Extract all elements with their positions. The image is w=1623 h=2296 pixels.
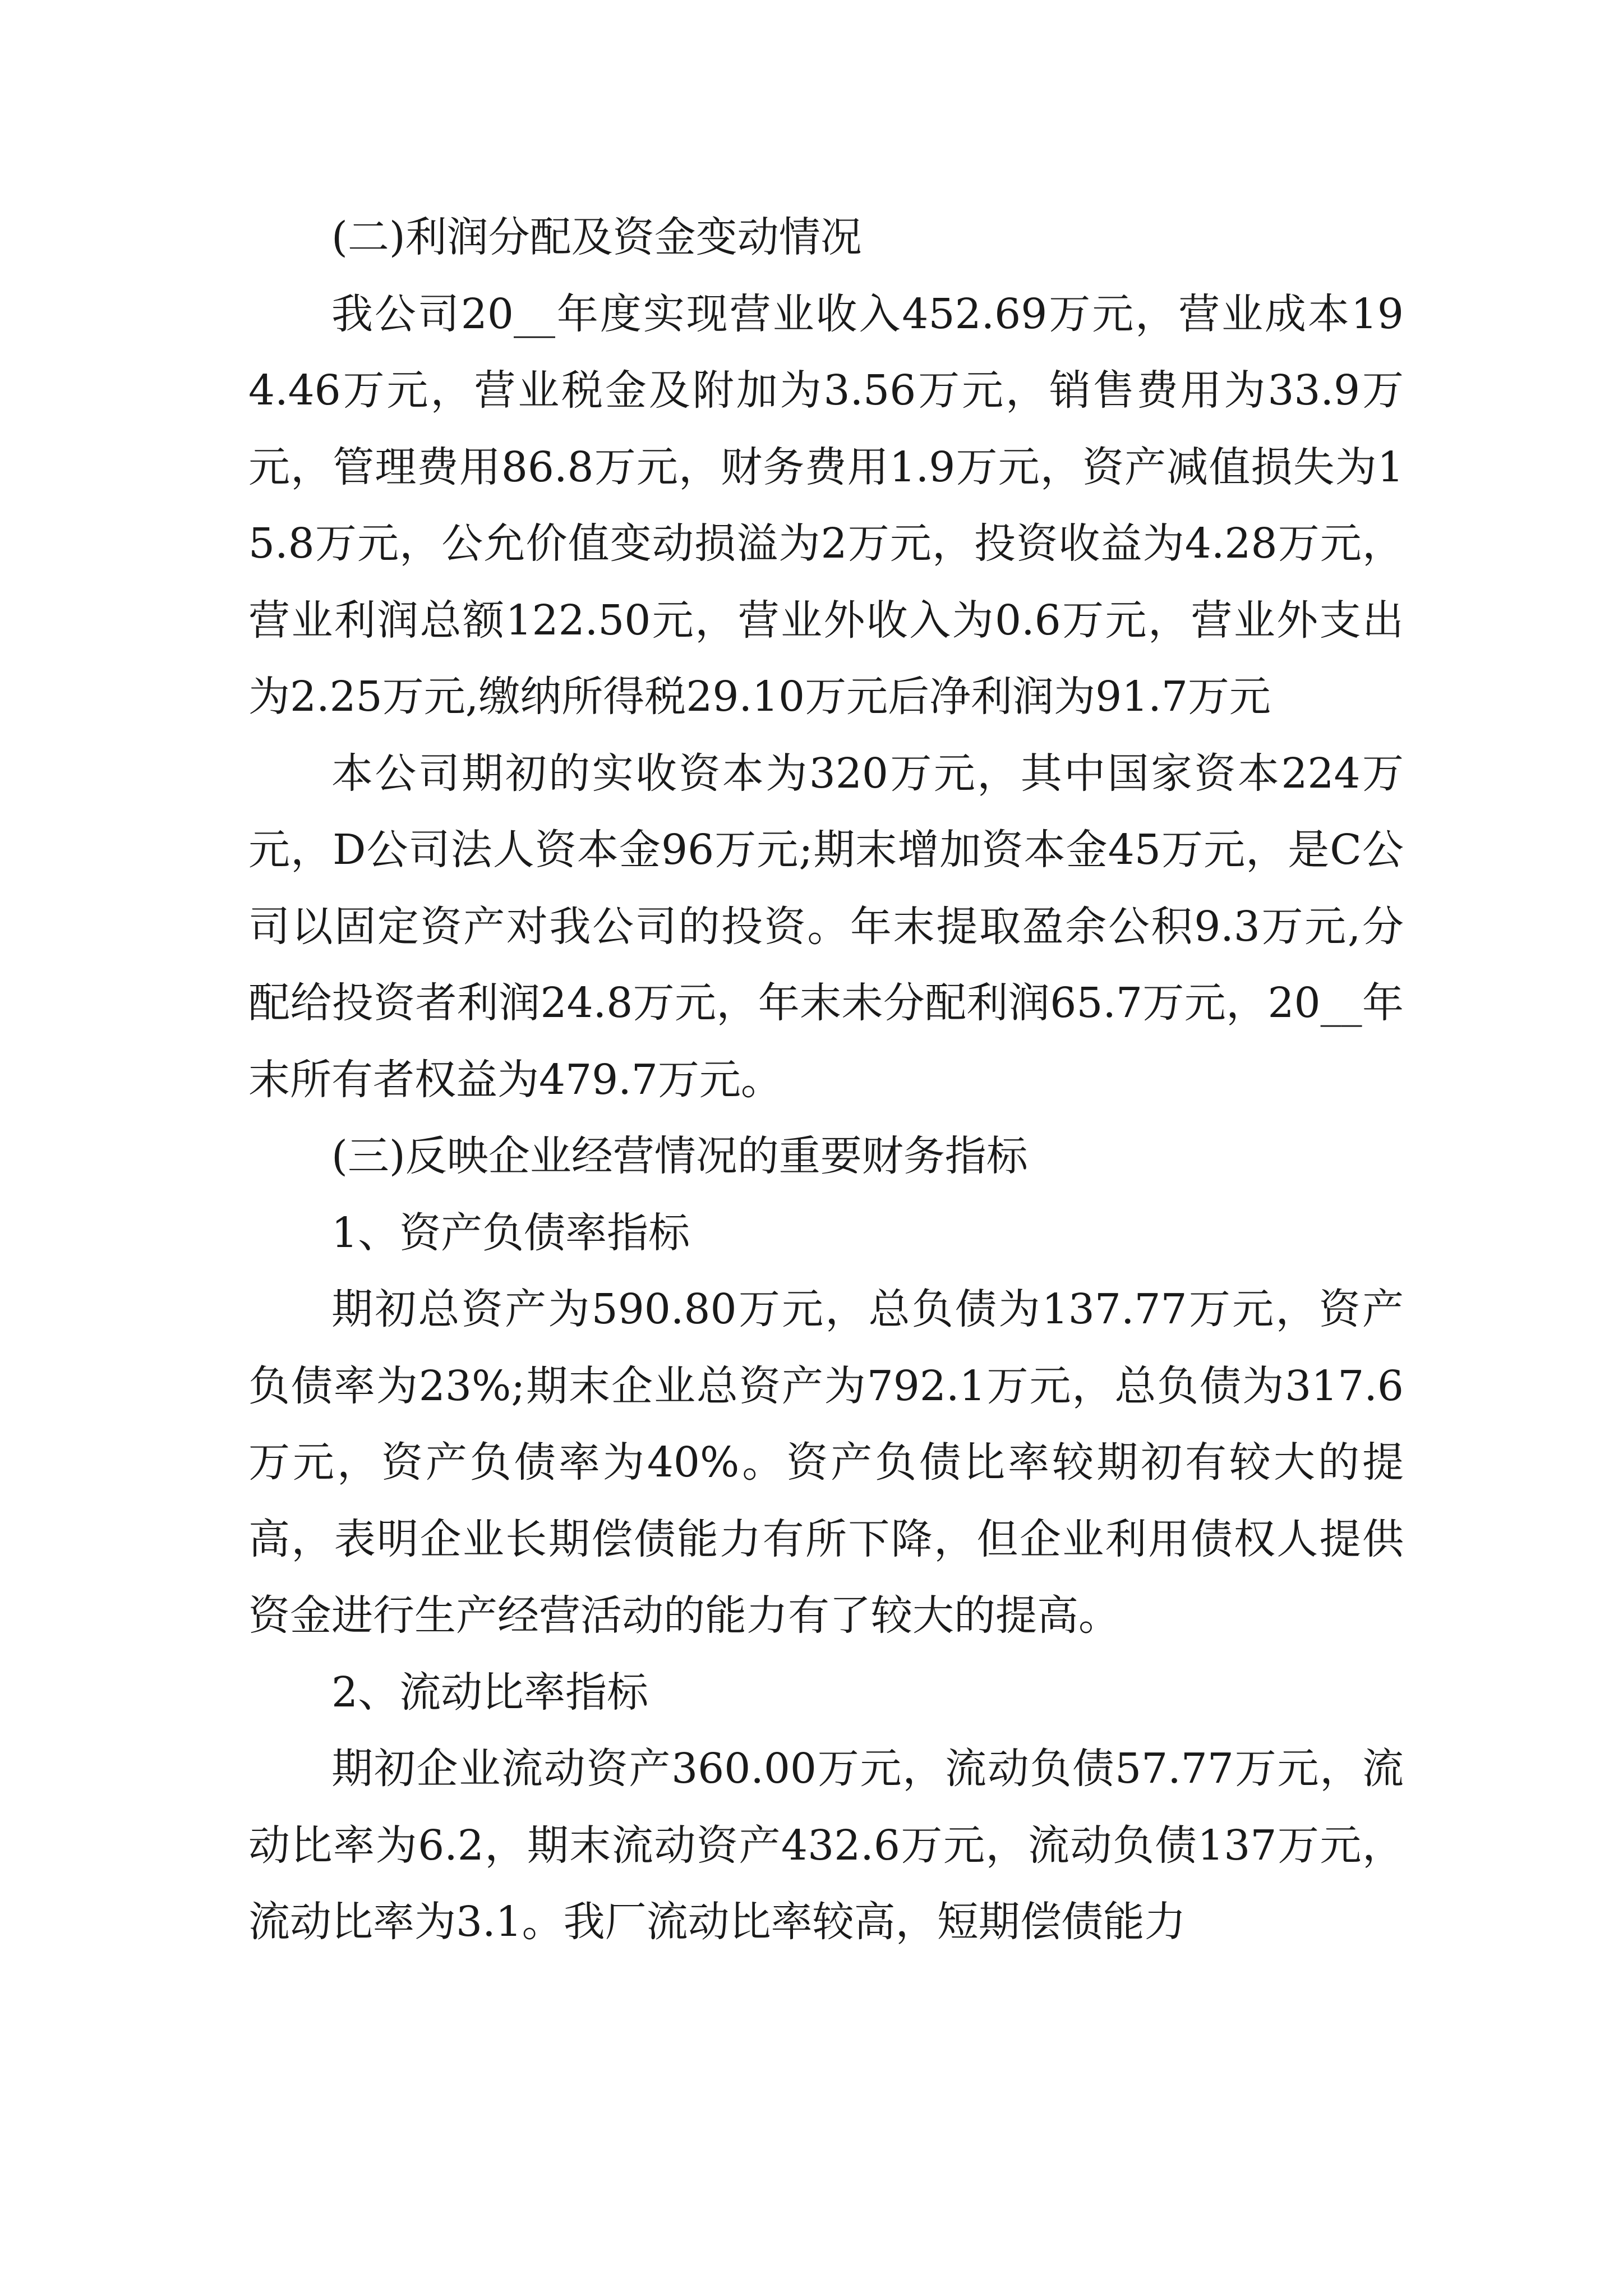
subheading-debt-ratio: 1、资产负债率指标 bbox=[331, 1208, 690, 1257]
paragraph-capital: 本公司期初的实收资本为320万元，其中国家资本224万元，D公司法人资本金96万元;期末增加资本金45万元，是C公司以固定资产对我公司的投资。年末提取盈余公积9.3万元,分配给投资者利润24.8万元，年末未分配利润65.7万元，20__年末所有者权益为479.7万元。 bbox=[248, 749, 1404, 1104]
paragraph-debt-ratio: 期初总资产为590.80万元，总负债为137.77万元，资产负债率为23%;期末企业总资产为792.1万元，总负债为317.6万元，资产负债率为40%。资产负债比率较期初有较大的提高，表明企业长期偿债能力有所下降，但企业利用债权人提供资金进行生产经营活动的能力有了较大的提高。 bbox=[248, 1285, 1404, 1640]
paragraph-revenue: 我公司20__年度实现营业收入452.69万元，营业成本194.46万元，营业税金及附加为3.56万元，销售费用为33.9万元，管理费用86.8万元，财务费用1.9万元，资产减值损失为15.8万元，公允价值变动损溢为2万元，投资收益为4.28万元，营业利润总额122.50元，营业外收入为0.6万元，营业外支出为2.25万元,缴纳所得税29.10万元后净利润为91.7万元 bbox=[248, 289, 1404, 721]
section-heading-financial-indicators: (三)反映企业经营情况的重要财务指标 bbox=[331, 1132, 1028, 1180]
section-heading-profit-distribution: (二)利润分配及资金变动情况 bbox=[331, 213, 862, 261]
subheading-current-ratio: 2、流动比率指标 bbox=[331, 1668, 649, 1717]
document-body bbox=[248, 199, 1404, 1961]
paragraph-current-ratio: 期初企业流动资产360.00万元，流动负债57.77万元，流动比率为6.2，期末流动资产432.6万元，流动负债137万元，流动比率为3.1。我厂流动比率较高，短期偿债能力 bbox=[248, 1745, 1404, 1946]
